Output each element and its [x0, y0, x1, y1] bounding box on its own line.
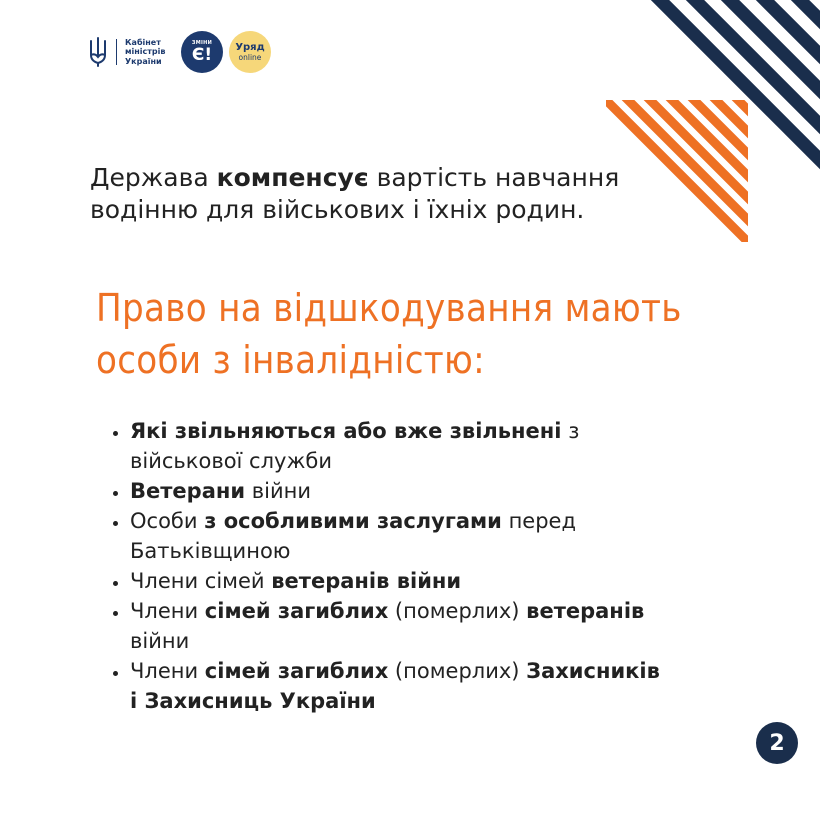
section-heading	[96, 282, 736, 386]
cabinet-logo-text	[125, 38, 179, 67]
list-item-bold: Які звільняються або вже звільнені	[130, 419, 562, 443]
list-item-bold: Захисників і Захисниць України	[130, 659, 660, 713]
intro-part-1: Держава	[90, 163, 217, 192]
list-item-text: перед Батьківщиною	[130, 509, 576, 563]
list-item-text: Особи	[130, 509, 205, 533]
list-item-text: війни	[130, 629, 190, 653]
cabinet-line-1: Кабінет	[125, 37, 161, 47]
intro-bold: компенсує	[216, 163, 369, 192]
list-item	[130, 566, 670, 596]
intro-text	[90, 162, 690, 226]
list-item	[130, 506, 670, 566]
cabinet-line-3: України	[125, 56, 162, 66]
zminy-logo	[181, 31, 223, 73]
page-number: 2	[769, 730, 785, 756]
eligibility-list	[108, 416, 670, 716]
uryad-title: Уряд	[235, 42, 265, 53]
heading-line-1: Право на відшкодування мають	[96, 286, 682, 330]
list-item-text: Члени сімей	[130, 569, 272, 593]
list-item-text: Члени	[130, 599, 205, 623]
list-item-text: (померлих)	[388, 599, 527, 623]
list-item-bold: з особливими заслугами	[204, 509, 502, 533]
list-item-bold: сімей загиблих	[204, 659, 389, 683]
intro-part-2: вартість навчання водінню для військових і їхніх родин.	[90, 163, 620, 224]
list-item	[130, 416, 670, 476]
list-item-text: війни	[245, 479, 312, 503]
list-item-bold: сімей загиблих	[204, 599, 389, 623]
list-item-bold: ветеранів війни	[271, 569, 462, 593]
zminy-logo-big: Є!	[191, 45, 213, 65]
list-item-text: Члени	[130, 659, 205, 683]
list-item-text: з військової служби	[130, 419, 580, 473]
zminy-logo-small: ЗМІНИ	[191, 40, 213, 46]
heading-line-2: особи з інвалідністю:	[96, 338, 485, 382]
trident-icon	[88, 37, 108, 67]
cabinet-line-2: міністрів	[125, 47, 166, 57]
list-item-bold: Ветерани	[130, 479, 246, 503]
uryad-subtitle: online	[238, 53, 262, 62]
list-item-text: (померлих)	[388, 659, 527, 683]
logo-divider	[116, 39, 117, 65]
list-item	[130, 476, 670, 506]
list-item	[130, 596, 670, 656]
uryad-online-logo	[229, 31, 271, 73]
page-number-badge	[756, 722, 798, 764]
header-logos	[88, 30, 271, 74]
list-item-bold: ветеранів	[526, 599, 645, 623]
list-item	[130, 656, 670, 716]
